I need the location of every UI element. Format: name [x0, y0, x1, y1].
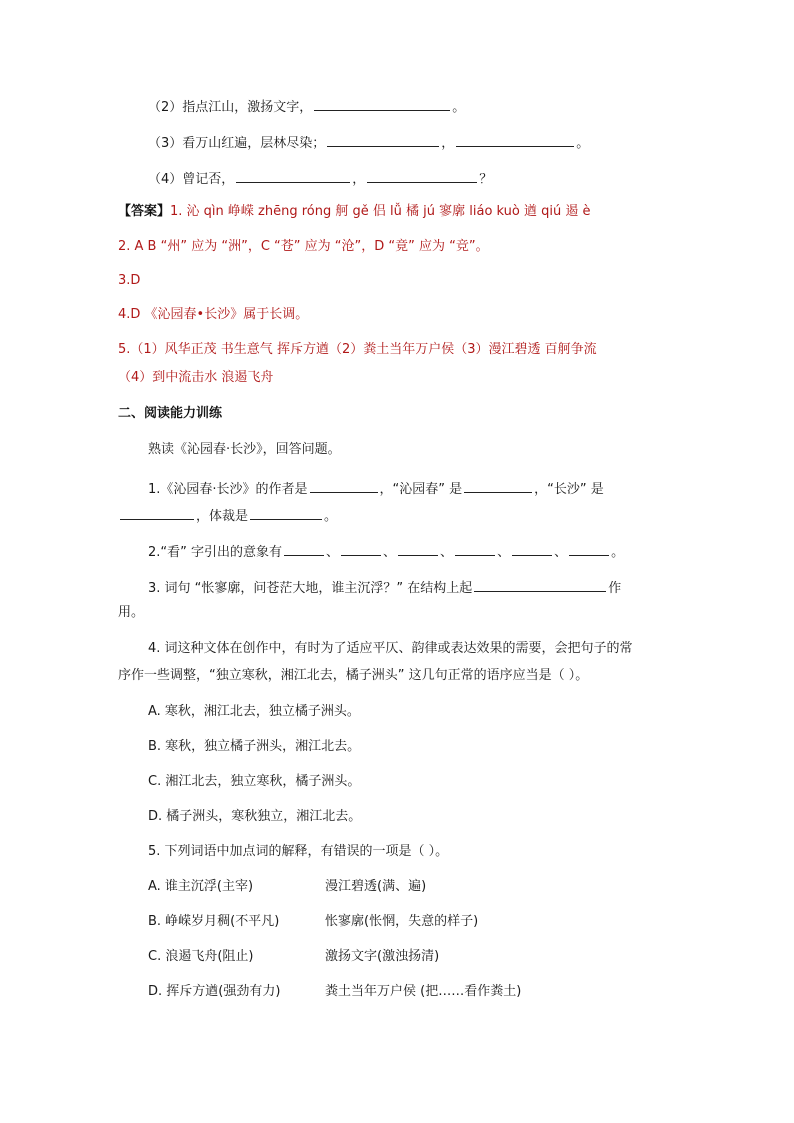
q1-part-a: 1.《沁园春·长沙》的作者是	[148, 482, 308, 497]
answer-blank[interactable]	[120, 504, 194, 520]
section-intro: 熟读《沁园春·长沙》，回答问题。	[148, 442, 341, 457]
answer-blank[interactable]	[314, 95, 450, 111]
q1-part-e: 。	[324, 509, 338, 524]
q4-mid: ，	[352, 172, 366, 187]
answer-1: 1. 沁 qìn 峥嵘 zhēng róng 舸 gě 侣 lǚ 橘 jú 寥廓 liáo kuò 遒 qiú 遏 è	[170, 204, 591, 219]
q5-option-d-left[interactable]: D. 挥斥方遒(强劲有力)	[148, 984, 281, 999]
fill-in-q4	[148, 167, 492, 190]
answer-blank[interactable]	[250, 504, 322, 520]
q2-sep: 、	[326, 545, 340, 560]
answer-blank[interactable]	[236, 167, 350, 183]
answer-blank[interactable]	[456, 131, 574, 147]
fill-in-q3	[148, 131, 589, 154]
q3-end: 。	[576, 136, 590, 151]
q4-text: （4）曾记否，	[148, 172, 235, 187]
answer-blank[interactable]	[310, 477, 378, 493]
q2-stem: 2.“看” 字引出的意象有	[148, 545, 283, 560]
answer-blank[interactable]	[398, 540, 438, 556]
q5-option-c-left[interactable]: C. 浪遏飞舟(阻止)	[148, 949, 254, 964]
q2-end: 。	[611, 545, 625, 560]
q3-mid: ，	[441, 136, 455, 151]
question-2	[148, 540, 624, 563]
q2-sep: 、	[440, 545, 454, 560]
question-1-line2	[118, 504, 337, 527]
q5-option-d-right: 粪土当年万户侯 (把……看作粪土)	[325, 984, 522, 999]
q2-text: （2）指点江山，激扬文字，	[148, 100, 313, 115]
question-5-stem: 5. 下列词语中加点词的解释，有错误的一项是（ ）。	[148, 844, 449, 859]
answer-line-5a: 5.（1）风华正茂 书生意气 挥斥方遒（2）粪土当年万户侯（3）漫江碧透 百舸争流	[118, 342, 597, 357]
answer-label: 【答案】	[118, 204, 171, 219]
q5-option-b-left[interactable]: B. 峥嵘岁月稠(不平凡)	[148, 914, 280, 929]
answer-line-1	[118, 202, 590, 222]
q5-option-c-right: 激扬文字(激浊扬清)	[325, 949, 440, 964]
q4-option-c[interactable]: C. 湘江北去，独立寒秋，橘子洲头。	[148, 774, 361, 789]
answer-blank[interactable]	[569, 540, 609, 556]
q5-option-a-right: 漫江碧透(满、遍)	[325, 879, 427, 894]
q2-sep: 、	[497, 545, 511, 560]
answer-line-3: 3.D	[118, 273, 141, 288]
answer-blank[interactable]	[455, 540, 495, 556]
question-1-line1	[148, 477, 604, 500]
q3-tail: 作	[608, 581, 622, 596]
fill-in-q2	[148, 95, 465, 118]
q4-option-a[interactable]: A. 寒秋，湘江北去，独立橘子洲头。	[148, 704, 360, 719]
q5-option-b-right: 怅寥廓(怅惘，失意的样子)	[325, 914, 479, 929]
q2-end: 。	[452, 100, 466, 115]
q3-stem: 3. 词句 “怅寥廓，问苍茫大地，谁主沉浮？” 在结构上起	[148, 581, 473, 596]
answer-blank[interactable]	[464, 477, 532, 493]
q3-text: （3）看万山红遍，层林尽染；	[148, 136, 326, 151]
answer-line-5b: （4）到中流击水 浪遏飞舟	[118, 370, 274, 385]
answer-line-2: 2. A B “州” 应为 “洲”，C “苍” 应为 “沧”，D “竟” 应为 “竞”。	[118, 239, 489, 254]
answer-blank[interactable]	[327, 131, 439, 147]
q1-part-c: ，“长沙” 是	[534, 482, 604, 497]
question-3-line1	[148, 576, 621, 599]
q5-option-a-left[interactable]: A. 谁主沉浮(主宰)	[148, 879, 254, 894]
q4-option-b[interactable]: B. 寒秋，独立橘子洲头，湘江北去。	[148, 739, 361, 754]
q4-option-d[interactable]: D. 橘子洲头，寒秋独立，湘江北去。	[148, 809, 362, 824]
question-4-line2: 序作一些调整，“独立寒秋，湘江北去，橘子洲头” 这几句正常的语序应当是（ ）。	[118, 668, 589, 683]
answer-blank[interactable]	[284, 540, 324, 556]
answer-blank[interactable]	[474, 576, 606, 592]
answer-blank[interactable]	[512, 540, 552, 556]
answer-blank[interactable]	[341, 540, 381, 556]
q1-part-b: ，“沁园春” 是	[379, 482, 463, 497]
question-4-line1: 4. 词这种文体在创作中，有时为了适应平仄、韵律或表达效果的需要，会把句子的常	[148, 641, 633, 656]
q1-part-d: ，体裁是	[196, 509, 249, 524]
q2-sep: 、	[383, 545, 397, 560]
answer-blank[interactable]	[367, 167, 477, 183]
q4-end: ？	[479, 172, 493, 187]
section-heading: 二、阅读能力训练	[118, 406, 223, 421]
q2-sep: 、	[554, 545, 568, 560]
answer-line-4: 4.D 《沁园春•长沙》属于长调。	[118, 307, 309, 322]
question-3-line2: 用。	[118, 605, 145, 620]
